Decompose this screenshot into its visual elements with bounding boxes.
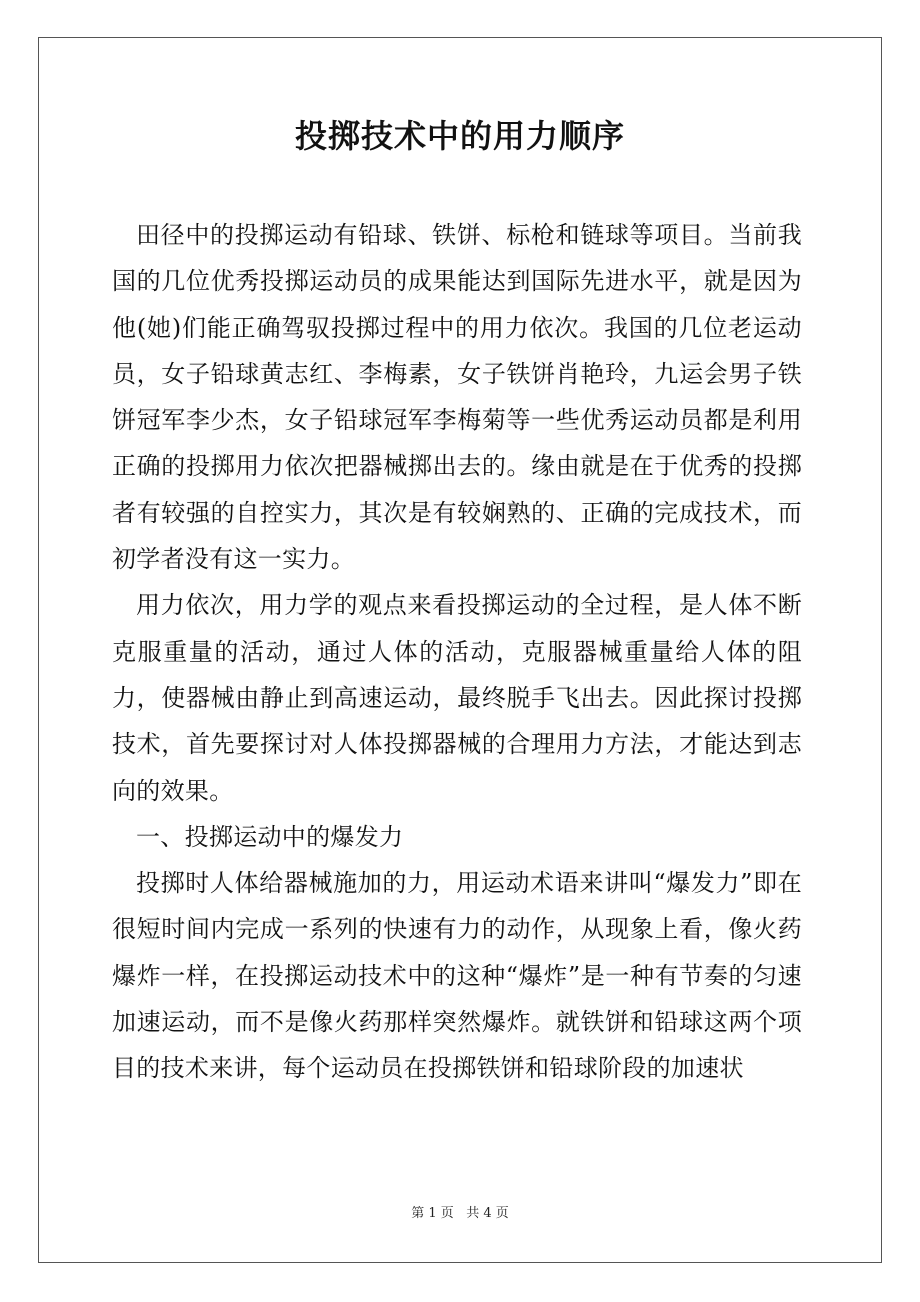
document-body (112, 212, 802, 1092)
document-title: 投掷技术中的用力顺序 (294, 117, 625, 155)
page-number-total: 共 4 页 (466, 1206, 509, 1221)
page-number-current: 第 1 页 (411, 1206, 454, 1221)
paragraph-3: 投掷时人体给器械施加的力，用运动术语来讲叫“爆发力”即在很短时间内完成一系列的快速有力的动作，从现象上看，像火药爆炸一样，在投掷运动技术中的这种“爆炸”是一种有节奏的匀速加速运动，而不是像火药那样突然爆炸。就铁饼和铅球这两个项目的技术来讲，每个运动员在投掷铁饼和铅球阶段的加速状 (112, 869, 802, 1083)
section-heading-1: 一、投掷运动中的爆发力 (136, 822, 404, 851)
paragraph-2: 用力依次，用力学的观点来看投掷运动的全过程，是人体不断克服重量的活动，通过人体的活动，克服器械重量给人体的阻力，使器械由静止到高速运动，最终脱手飞出去。因此探讨投掷技术，首先要探讨对人体投掷器械的合理用力方法，才能达到志向的效果。 (112, 591, 802, 805)
page-footer (0, 1204, 920, 1224)
paragraph-1: 田径中的投掷运动有铅球、铁饼、标枪和链球等项目。当前我国的几位优秀投掷运动员的成果能达到国际先进水平，就是因为他(她)们能正确驾驭投掷过程中的用力依次。我国的几位老运动员，女子铅球黄志红、李梅素，女子铁饼肖艳玲，九运会男子铁饼冠军李少杰，女子铅球冠军李梅菊等一些优秀运动员都是利用正确的投掷用力依次把器械掷出去的。缘由就是在于优秀的投掷者有较强的自控实力，其次是有较娴熟的、正确的完成技术，而初学者没有这一实力。 (112, 221, 802, 574)
